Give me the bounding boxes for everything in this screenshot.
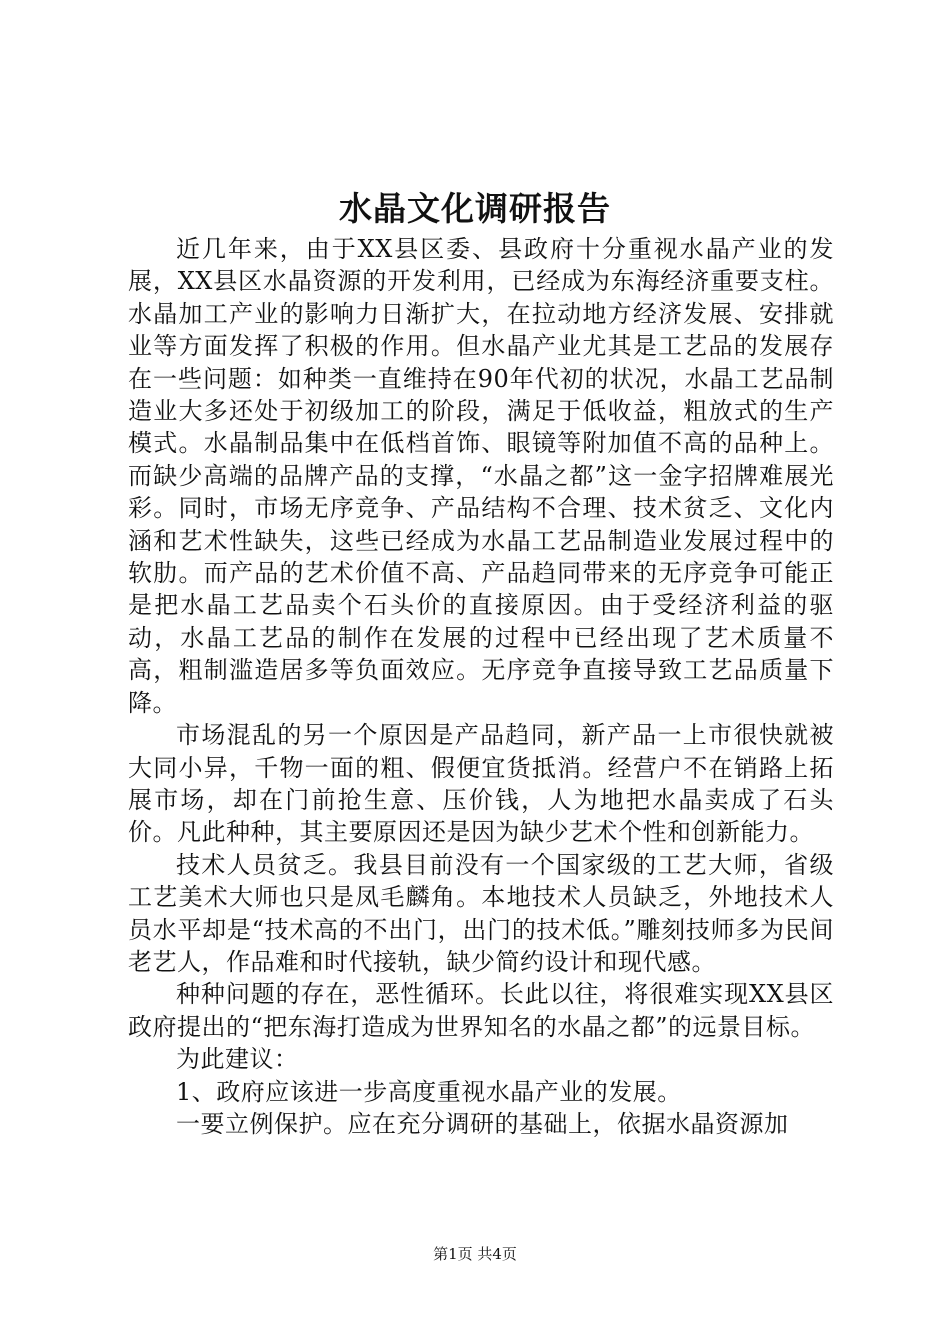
paragraph: 近几年来，由于XX县区委、县政府十分重视水晶产业的发展，XX县区水晶资源的开发利用，已经成为东海经济重要支柱。水晶加工产业的影响力日渐扩大，在拉动地方经济发展、安排就业等方面发挥了积极的作用。但水晶产业尤其是工艺品的发展存在一些问题：如种类一直维持在90年代初的状况，水晶工艺品制造业大多还处于初级加工的阶段，满足于低收益，粗放式的生产模式。水晶制品集中在低档首饰、眼镜等附加值不高的品种上。而缺少高端的品牌产品的支撑，“水晶之都”这一金字招牌难展光彩。同时，市场无序竞争、产品结构不合理、技术贫乏、文化内涵和艺术性缺失，这些已经成为水晶工艺品制造业发展过程中的软肋。而产品的艺术价值不高、产品趋同带来的无序竞争可能正是把水晶工艺品卖个石头价的直接原因。由于受经济利益的驱动，水晶工艺品的制作在发展的过程中已经出现了艺术质量不高，粗制滥造居多等负面效应。无序竞争直接导致工艺品质量下降。	[128, 235, 834, 717]
paragraph: 为此建议：	[176, 1045, 299, 1074]
document-title: 水晶文化调研报告	[339, 189, 611, 228]
paragraph: 一要立例保护。应在充分调研的基础上，依据水晶资源加	[176, 1109, 789, 1138]
document-body	[128, 233, 834, 1140]
paragraph: 技术人员贫乏。我县目前没有一个国家级的工艺大师，省级工艺美术大师也只是凤毛麟角。本地技术人员缺乏，外地技术人员水平却是“技术高的不出门，出门的技术低。”雕刻技师多为民间老艺人，作品难和时代接轨，缺少简约设计和现代感。	[128, 850, 834, 976]
paragraph: 种种问题的存在，恶性循环。长此以往，将很难实现XX县区政府提出的“把东海打造成为世界知名的水晶之都”的远景目标。	[128, 980, 834, 1041]
paragraph: 1、政府应该进一步高度重视水晶产业的发展。	[176, 1077, 682, 1106]
page-footer: 第1页 共4页	[433, 1245, 517, 1263]
paragraph: 市场混乱的另一个原因是产品趋同，新产品一上市很快就被大同小异，千物一面的粗、假便宜货抵消。经营户不在销路上拓展市场，却在门前抢生意、压价钱，人为地把水晶卖成了石头价。凡此种种，其主要原因还是因为缺少艺术个性和创新能力。	[128, 721, 834, 847]
